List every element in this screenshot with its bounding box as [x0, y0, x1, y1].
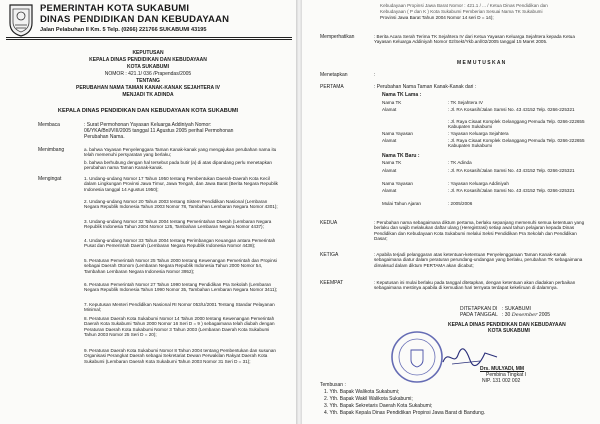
letterhead-government: PEMERINTAH KOTA SUKABUMI — [40, 3, 190, 14]
keempat-label: KEEMPAT — [320, 280, 344, 286]
decree-subject: PERUBAHAN NAMA TAMAN KANAK-KANAK SEJAHTERA IV — [76, 85, 220, 91]
signatory-nip: NIP. 131 002 002 — [482, 378, 521, 384]
new-name-heading: Nama TK Baru : — [382, 153, 420, 159]
old-value: : Jl. Raya Cisaat Komplek Gelanggang Pemuda Telp. 0266-222655 Kabupaten Sukabumi — [448, 138, 585, 149]
memutuskan-heading: M E M U T U S K A N — [457, 60, 506, 66]
old-value: : Jl. RA Kosasih/Jalan Samsi No. 43 43152 Telp. 0266-225321 — [448, 107, 575, 112]
kedua-text: : Perubahan nama sebagaimana diktum pertama, berlaku sepanjang memenuhi semua ketentuan yang berlaku dan wajib melakukan daftar ulang (Heregistrasi) setiap awal tahun pelajaran kepada Dinas Pendidikan dan Kebudayaan Kota Sukabumi melalui Seksi Pendidikan Pra Sekolah dan Pendidikan Dasar; — [374, 220, 585, 242]
memperhatikan-text: : Berita Acara Serah Terima TK Sejahtera IV dari Ketua Yayasan Keluarga Sejahtera kepada Ketua Yayasan Keluarga Addiniyah Nomor 02/Sekt/Ykb.anl/02/2005 tanggal 15 Maret 2005. — [374, 34, 575, 45]
membaca-line: 06/YKA/Bnl/VIII/2005 tanggal 11 Agustus 2005 perihal Permohonan — [84, 128, 234, 134]
decree-issuer-city: KOTA SUKABUMI — [127, 64, 169, 70]
old-name-heading: Nama TK Lama : — [382, 92, 422, 98]
menetapkan-value: : — [374, 72, 376, 78]
signatory-name: Drs. MULYADI, MM — [480, 366, 525, 372]
mengingat-item: 5. Peraturan Pemerintah Nomor 25 Tahun 2000 tentang Kewenangan Pemerintah dan Propinsi sebagai Daerah Otonom (Lembaran Negara Republik Indonesia Tahun 2000 Nomor 54, Tambahan Lembaran Negara Indonesia Nomor 3952); — [84, 258, 277, 274]
official-stamp-icon — [390, 330, 444, 384]
continued-line: Provinsi Jawa Barat Tahun 2004 Nomor 14 seri D = 14); — [380, 15, 494, 20]
pertama-text: : Perubahan Nama Taman Kanak-Kanak dari : — [374, 84, 477, 90]
new-value: : TK Adinda — [448, 160, 472, 165]
tembusan-item: 2. Yth. Bapak Wakil Walikota Sukabumi; — [324, 396, 413, 402]
kedua-label: KEDUA — [320, 220, 338, 226]
tembusan-label: Tembusan : — [320, 382, 346, 388]
old-value: : TK Sejahtera IV — [448, 100, 483, 105]
letterhead-rule-thin — [6, 39, 292, 40]
date-label: PADA TANGGAL — [460, 312, 498, 318]
decree-about: TENTANG — [136, 78, 160, 84]
mengingat-item: 8. Peraturan Daerah Kota Sukabumi Nomor 14 Tahun 2000 tentang Kewenangan Pemerintah Daerah Kota Sukabumi Tahun 2000 Nomor 16 Seri D = 9 ) sebagaimana telah diubah dengan Peraturan Daerah Kota Sukabumi Nomor 3 Tahun 2003 (Lembaran Daerah Kota Sukabumi Tahun 2003 Nomor 25 Seri D = 20); — [84, 316, 275, 338]
membaca-line: Perubahan Nama. — [84, 134, 125, 140]
date-value: : 30 Desember 2005 — [502, 312, 551, 318]
new-value: : Jl. RA Kosasih/Jalan Samsi No. 43 43152 Telp. 0266-225321 — [448, 168, 575, 173]
menimbang-item: b. bahwa berhubung dengan hal tersebut pada butir (a) di atas dipandang perlu menetapkan perubahan nama Taman Kanak-kanak. — [84, 160, 272, 171]
signatory-city: KOTA SUKABUMI — [488, 328, 530, 334]
left-page — [0, 0, 296, 424]
new-key: Nama Yayasan — [382, 181, 413, 186]
new-value: : Yayasan Keluarga Addiniyah — [448, 181, 509, 186]
place-label: DITETAPKAN DI — [460, 306, 498, 312]
letterhead-address: Jalan Pelabuhan II Km. 5 Telp. (0266) 221766 SUKABUMI 43195 — [40, 27, 207, 33]
mengingat-item: 6. Peraturan Pemerintah Nomor 27 Tahun 1990 tentang Pendidikan Pra Sekolah (Lembaran Negara Republik Indonesia Tahun 1990 Nomor 35, Tambahan Lembaran Negara Nomor 3411); — [84, 282, 278, 293]
tembusan-item: 3. Yth. Bapak Sekretaris Daerah Kota Sukabumi; — [324, 403, 433, 409]
membaca-line: : Surat Permohonan Yayasan Keluarga Addiniyah Nomor: — [84, 122, 212, 128]
new-value: : 2005/2006 — [448, 201, 473, 206]
ketiga-text: : Apabila terjadi pelanggaran atas ketentuan-ketentuan Penyelenggaraan Taman Kanak-Kanak sebagaimana diatur dalam peraturan perundang-undangan yang berlaku, perubahan TK sebagaimana dimaksud dalam diktum PERTAMA akan dicabut; — [374, 252, 583, 268]
decree-number: NOMOR : 421.1/ 036 /Prapendas/2005 — [104, 71, 192, 77]
old-key: Alamat — [382, 138, 397, 143]
mengingat-label: Mengingat — [38, 176, 62, 182]
letterhead-rule — [6, 37, 292, 38]
mengingat-item: 3. Undang-undang Nomor 32 Tahun 2004 tentang Pemerintahan Daerah (Lembaran Negara Republik Indonesia Tahun 2004 Nomor 125, Tambahan Lembaran Negara Nomor 4437); — [84, 219, 272, 230]
new-key: Alamat — [382, 188, 397, 193]
decree-subject-2: MENJADI TK ADINDA — [122, 92, 174, 98]
kota-sukabumi-crest-icon — [8, 3, 34, 37]
handwritten-signature — [440, 346, 500, 368]
new-key: Alamat — [382, 168, 397, 173]
new-value: : Jl. RA Kosasih/Jalan Samsi No. 43 43152 Telp. 0266-225321 — [448, 188, 575, 193]
mengingat-item: 1. Undang-undang Nomor 17 Tahun 1950 tentang Pembentukan Daerah-Daerah Kota Kecil dalam Lingkungan Provinsi Jawa Timur, Jawa Tengah, dan Jawa Barat (Berita Negara Republik Indonesia tanggal 14 Agustus 1950); — [84, 176, 278, 192]
continued-line: Kebudayaan Propinsi Jawa Barat Nomor : 421.1 / ... / Ketua Dinas Pendidikan dan — [380, 3, 548, 8]
old-value: : Yayasan Keluarga Sejahtera — [448, 131, 509, 136]
ketiga-label: KETIGA — [320, 252, 339, 258]
old-key: Nama Yayasan — [382, 131, 413, 136]
menimbang-item: a. bahwa Yayasan Penyelenggara Taman Kanak-kanak yang mengajukan perubahan nama itu telah memenuhi persyaratan yang berlaku; — [84, 147, 277, 158]
tembusan-item: 4. Yth. Bapak Kepala Dinas Pendidikan Propinsi Jawa Barat di Bandung. — [324, 410, 486, 416]
tembusan-item: 1. Yth. Bapak Walikota Sukabumi; — [324, 389, 400, 395]
right-page — [302, 0, 600, 424]
decree-official: KEPALA DINAS PENDIDIKAN DAN KEBUDAYAAN KOTA SUKABUMI — [57, 108, 239, 114]
old-key: Nama TK — [382, 100, 402, 105]
menetapkan-label: Menetapkan — [320, 72, 348, 78]
signatory-title: KEPALA DINAS PENDIDIKAN DAN KEBUDAYAAN — [448, 322, 566, 328]
mengingat-item: 2. Undang-undang Nomor 20 Tahun 2003 tentang Sistem Pendidikan Nasional (Lembaran Negara Republik Indonesia Tahun 2003 Nomor 78, Tambahan Lembaran Negara Nomor 4301); — [84, 199, 278, 210]
old-key: Alamat — [382, 107, 397, 112]
place-value: : SUKABUMI — [502, 306, 531, 312]
menimbang-label: Menimbang — [38, 147, 65, 153]
continued-line: Kebudayaan ( P dan K ) Kota Sukabumi Pemberian Sesuai Nama TK Sukabumi — [380, 9, 543, 14]
mengingat-item: 4. Undang-undang Nomor 33 Tahun 2004 tentang Perimbangan Keuangan antara Pemerintah Pusat dan Pemerintah Daerah (Lembaran Negara Republik Indonesia Nomor 4438); — [84, 238, 276, 249]
new-key: Mulai Tahun Ajaran — [382, 201, 421, 206]
memperhatikan-label: Memperhatikan — [320, 34, 355, 40]
membaca-label: Membaca — [38, 122, 60, 128]
decree-type: KEPUTUSAN — [132, 50, 164, 56]
pertama-label: PERTAMA — [320, 84, 344, 90]
keempat-text: : Keputusan ini mulai berlaku pada tanggal ditetapkan, dengan ketentuan akan diadakan perbaikan sebagaimana mestinya apabila di kemudian hari ternyata terdapat kekeliruan di dalamnya. — [374, 280, 576, 291]
decree-issuer: KEPALA DINAS PENDIDIKAN DAN KEBUDAYAAN — [89, 57, 207, 63]
signatory-rank: Pembina Tingkat I — [486, 372, 527, 378]
mengingat-item: 7. Keputusan Menteri Pendidikan Nasional RI Nomor 053/U/2001 Tentang Standar Pelayanan Minimal; — [84, 302, 275, 313]
mengingat-item: 9. Peraturan Daerah Kota Sukabumi Nomor 8 Tahun 2004 tentang Pembentukan dan susunan Organisasi Perangkat Daerah sebagai Sekretariat Dewan Perwakilan Rakyat Daerah Kota Sukabumi (Lembaran Daerah Kota Sukabumi Tahun 2003 Nomor 31 Seri D = 31); — [84, 348, 276, 364]
new-key: Nama TK — [382, 160, 402, 165]
letterhead-agency: DINAS PENDIDIKAN DAN KEBUDAYAAN — [40, 14, 230, 25]
old-value: : Jl. Raya Cisaat Komplek Gelanggang Pemuda Telp. 0266-222655 Kabupaten Sukabumi — [448, 119, 585, 130]
